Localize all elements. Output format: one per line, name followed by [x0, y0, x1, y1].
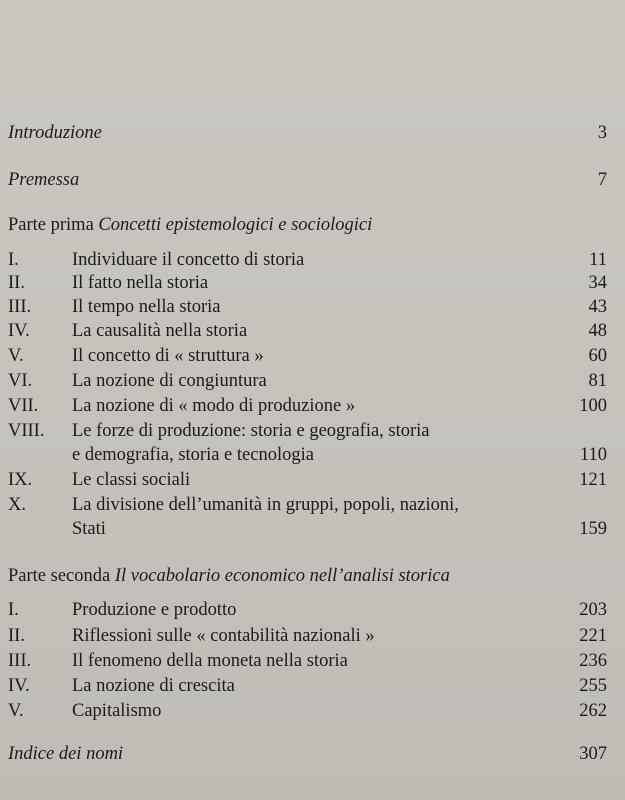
toc-page-number: 159: [579, 519, 607, 539]
chapter-title: Il concetto di « struttura »: [72, 346, 264, 366]
toc-chapter: [8, 370, 607, 393]
toc-chapter-continuation: [8, 444, 607, 467]
chapter-title: Il fenomeno della moneta nella storia: [72, 651, 348, 671]
part-title: Concetti epistemologici e sociologici: [98, 215, 373, 235]
chapter-title: Capitalismo: [72, 701, 162, 721]
chapter-title: La nozione di congiuntura: [72, 371, 267, 391]
toc-chapter: [8, 395, 607, 418]
toc-page-number: 262: [579, 701, 607, 721]
chapter-title: Il fatto nella storia: [72, 273, 209, 293]
chapter-title-continuation: Stati: [72, 519, 106, 539]
toc-entry-premessa: [8, 169, 607, 192]
toc-chapter: [8, 494, 607, 517]
chapter-title: Produzione e prodotto: [72, 600, 237, 620]
toc-chapter: [8, 469, 607, 492]
toc-chapter: [8, 320, 607, 343]
chapter-number: IV.: [8, 676, 30, 696]
chapter-title-continuation: e demografia, storia e tecnologia: [72, 445, 314, 465]
toc-chapter: [8, 249, 607, 272]
toc-page-number: 11: [589, 250, 607, 270]
toc-page-number: 203: [579, 600, 607, 620]
toc-page-number: 100: [579, 396, 607, 416]
chapter-number: II.: [8, 273, 25, 293]
chapter-number: X.: [8, 495, 26, 515]
toc-page-number: 43: [588, 297, 607, 317]
part-heading-2: [8, 565, 607, 588]
part-prefix: Parte prima: [8, 215, 94, 235]
chapter-number: VII.: [8, 396, 39, 416]
toc-page-number: 48: [588, 321, 607, 341]
chapter-number: II.: [8, 626, 25, 646]
toc-page-number: 221: [579, 626, 607, 646]
toc-page-number: 34: [588, 273, 607, 293]
toc-chapter: [8, 420, 607, 443]
chapter-title: Riflessioni sulle « contabilità nazionali »: [72, 626, 375, 646]
part-heading-1: [8, 214, 607, 237]
chapter-number: III.: [8, 297, 32, 317]
chapter-number: V.: [8, 346, 24, 366]
chapter-title: La nozione di « modo di produzione »: [72, 396, 356, 416]
chapter-number: VIII.: [8, 421, 45, 441]
chapter-number: IV.: [8, 321, 30, 341]
chapter-title: La divisione dell’umanità in gruppi, popoli, nazioni,: [72, 495, 459, 515]
chapter-number: VI.: [8, 371, 33, 391]
chapter-number: III.: [8, 651, 32, 671]
toc-chapter: [8, 345, 607, 368]
chapter-title: Il tempo nella storia: [72, 297, 221, 317]
toc-page-number: 236: [579, 651, 607, 671]
toc-page-number: 81: [588, 371, 607, 391]
toc-page-number: 3: [597, 123, 607, 143]
chapter-title: Le classi sociali: [72, 470, 191, 490]
part-title: Il vocabolario economico nell’analisi storica: [114, 566, 450, 586]
toc-entry-title: Introduzione: [8, 123, 102, 143]
toc-entry-introduzione: [8, 122, 607, 145]
chapter-title: La nozione di crescita: [72, 676, 235, 696]
toc-chapter: [8, 675, 607, 698]
chapter-title: Le forze di produzione: storia e geografia, storia: [72, 421, 430, 441]
toc-entry-indice: [8, 743, 607, 766]
toc-chapter: [8, 700, 607, 723]
toc-page-number: 60: [588, 346, 607, 366]
toc-page-number: 110: [579, 445, 607, 465]
toc-chapter: [8, 272, 607, 295]
chapter-number: IX.: [8, 470, 33, 490]
chapter-title: La causalità nella storia: [72, 321, 248, 341]
toc-chapter: [8, 625, 607, 648]
chapter-number: I.: [8, 600, 19, 620]
toc-page-number: 7: [597, 170, 607, 190]
toc-entry-title: Premessa: [8, 170, 80, 190]
part-prefix: Parte seconda: [8, 566, 111, 586]
toc-chapter: [8, 296, 607, 319]
toc-page-number: 307: [579, 744, 607, 764]
chapter-title: Individuare il concetto di storia: [72, 250, 305, 270]
chapter-number: V.: [8, 701, 24, 721]
chapter-number: I.: [8, 250, 19, 270]
toc-page-number: 121: [579, 470, 607, 490]
toc-chapter: [8, 599, 607, 622]
toc-page-number: 255: [579, 676, 607, 696]
toc-chapter: [8, 650, 607, 673]
toc-chapter-continuation: [8, 518, 607, 541]
toc-entry-title: Indice dei nomi: [8, 744, 124, 764]
